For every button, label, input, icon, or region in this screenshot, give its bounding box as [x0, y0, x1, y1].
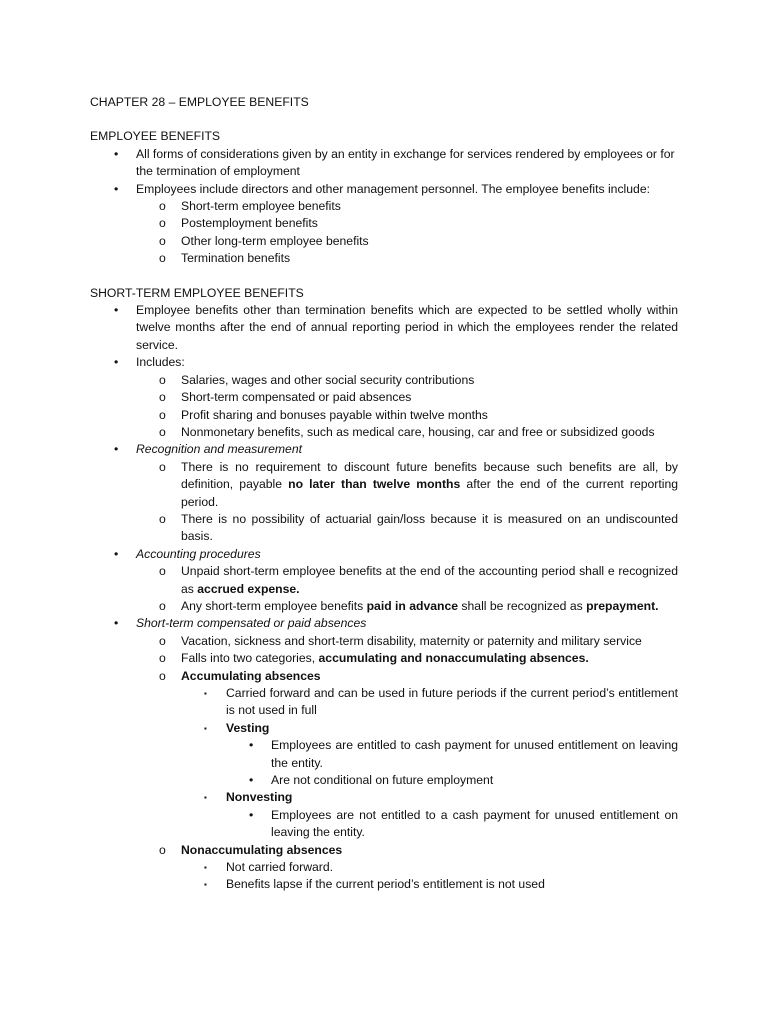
circle-marker: o	[159, 459, 166, 474]
list-item-text: Short-term compensated or paid absences	[181, 390, 412, 405]
list-item-text: All forms of considerations given by an entity in exchange for services rendered by employees or for the termination of employment	[136, 146, 675, 179]
list-item-text: shall be recognized as	[458, 598, 587, 613]
list-item-text: Carried forward and can be used in future periods if the current period’s entitlement is not used in full	[226, 686, 678, 718]
list-item-text: Benefits lapse if the current period’s entitlement is not used	[226, 877, 545, 892]
accumulating-list	[181, 685, 678, 842]
list-item-text: Termination benefits	[181, 251, 291, 266]
circle-marker: o	[159, 511, 166, 526]
list-item	[136, 598, 678, 615]
list-item	[136, 424, 678, 441]
bullet-marker: •	[114, 442, 119, 457]
subheading-accumulating: Accumulating absences	[181, 668, 321, 683]
list-item-text: Are not conditional on future employment	[271, 773, 494, 788]
list-item	[136, 563, 678, 598]
subheading-recognition: Recognition and measurement	[136, 442, 302, 457]
subheading-nonaccumulating: Nonaccumulating absences	[181, 842, 343, 857]
list-item-text: Profit sharing and bonuses payable within twelve months	[181, 407, 488, 422]
nonaccumulating-list	[181, 859, 678, 894]
emphasis-text: paid in advance	[366, 598, 459, 613]
list-item-text: Vacation, sickness and short-term disability, maternity or paternity and military service	[181, 633, 642, 648]
list-item-text: Employees include directors and other management personnel. The employee benefits include:	[136, 181, 650, 196]
list-item	[90, 146, 678, 181]
list-item	[90, 546, 678, 616]
list-item	[136, 459, 678, 511]
list-item-text: Falls into two categories,	[181, 651, 319, 666]
circle-marker: o	[159, 633, 166, 648]
list-item	[136, 407, 678, 424]
list-item-text: Unpaid short-term employee benefits at the end of the accounting period shall e recognized as	[181, 564, 678, 596]
nonvesting-list	[226, 807, 678, 842]
list-item	[181, 789, 678, 841]
circle-marker: o	[159, 216, 166, 231]
short-term-list	[90, 302, 678, 894]
list-item	[226, 772, 678, 789]
bullet-marker: •	[114, 146, 119, 161]
square-marker: ▪	[204, 723, 207, 733]
subheading-compensated-absences: Short-term compensated or paid absences	[136, 616, 367, 631]
bullet-marker: •	[114, 181, 119, 196]
list-item	[136, 650, 678, 667]
subheading-nonvesting: Nonvesting	[226, 790, 293, 805]
bullet-marker: •	[249, 773, 254, 788]
list-item-text: Employee benefits other than termination benefits which are expected to be settled wholly within twelve months after the end of annual reporting period in which the employees render the related service.	[136, 303, 678, 352]
accounting-list	[136, 563, 678, 615]
compensated-absences-list	[136, 633, 678, 894]
list-item	[181, 720, 678, 790]
emphasis-text: accumulating and nonaccumulating absences.	[318, 651, 589, 666]
square-marker: ▪	[204, 863, 207, 873]
list-item-text: Salaries, wages and other social security contributions	[181, 372, 475, 387]
list-item	[136, 250, 678, 267]
list-item	[90, 441, 678, 545]
list-item-text: Other long-term employee benefits	[181, 233, 369, 248]
emphasis-text: prepayment.	[586, 598, 659, 613]
list-item	[90, 181, 678, 268]
list-item	[136, 633, 678, 650]
list-item	[181, 876, 678, 893]
circle-marker: o	[159, 842, 166, 857]
circle-marker: o	[159, 233, 166, 248]
list-item	[136, 233, 678, 250]
bullet-marker: •	[249, 807, 254, 822]
circle-marker: o	[159, 372, 166, 387]
list-item	[90, 354, 678, 441]
benefit-types-list	[136, 198, 678, 268]
circle-marker: o	[159, 390, 166, 405]
circle-marker: o	[159, 598, 166, 613]
subheading-vesting: Vesting	[226, 720, 270, 735]
list-item	[136, 198, 678, 215]
circle-marker: o	[159, 668, 166, 683]
list-item-text: Short-term employee benefits	[181, 199, 341, 214]
list-item-text: Includes:	[136, 355, 185, 370]
list-item-text: Postemployment benefits	[181, 216, 318, 231]
list-item	[181, 685, 678, 720]
circle-marker: o	[159, 251, 166, 266]
list-item-text: There is no requirement to discount future benefits because such benefits are all, by definition, payable	[181, 459, 678, 492]
section-title-short-term: SHORT-TERM EMPLOYEE BENEFITS	[90, 285, 304, 300]
vesting-list	[226, 737, 678, 789]
list-item-text: Employees are not entitled to a cash payment for unused entitlement on leaving the entity.	[271, 807, 678, 840]
section-title-employee-benefits: EMPLOYEE BENEFITS	[90, 129, 221, 144]
circle-marker: o	[159, 424, 166, 439]
bullet-marker: •	[114, 616, 119, 631]
circle-marker: o	[159, 651, 166, 666]
includes-list	[136, 372, 678, 442]
list-item-text: Any short-term employee benefits	[181, 598, 367, 613]
bullet-marker: •	[114, 355, 119, 370]
list-item	[226, 807, 678, 842]
circle-marker: o	[159, 564, 166, 579]
list-item-text: Not carried forward.	[226, 860, 334, 875]
list-item	[136, 842, 678, 894]
list-item	[90, 302, 678, 354]
employee-benefits-list	[90, 146, 678, 268]
subheading-accounting: Accounting procedures	[136, 546, 261, 561]
circle-marker: o	[159, 407, 166, 422]
recognition-list	[136, 459, 678, 546]
list-item-text: Nonmonetary benefits, such as medical care, housing, car and free or subsidized goods	[181, 424, 655, 439]
square-marker: ▪	[204, 689, 207, 698]
list-item	[136, 215, 678, 232]
bullet-marker: •	[114, 546, 119, 561]
emphasis-text: no later than twelve months	[288, 477, 461, 492]
square-marker: ▪	[204, 793, 207, 803]
list-item-text: after the end of the current reporting period.	[181, 477, 678, 509]
list-item	[181, 859, 678, 876]
list-item	[136, 372, 678, 389]
square-marker: ▪	[204, 880, 207, 890]
document-page	[90, 94, 678, 894]
bullet-marker: •	[249, 738, 254, 753]
list-item	[136, 511, 678, 546]
bullet-marker: •	[114, 303, 119, 318]
circle-marker: o	[159, 199, 166, 214]
list-item	[90, 615, 678, 894]
chapter-title: CHAPTER 28 – EMPLOYEE BENEFITS	[90, 95, 309, 109]
list-item	[136, 389, 678, 406]
emphasis-text: accrued expense.	[197, 581, 300, 596]
list-item	[136, 668, 678, 842]
list-item	[226, 737, 678, 772]
list-item-text: Employees are entitled to cash payment for unused entitlement on leaving the entity.	[271, 738, 678, 770]
list-item-text: There is no possibility of actuarial gain/loss because it is measured on an undiscounted basis.	[181, 511, 678, 544]
